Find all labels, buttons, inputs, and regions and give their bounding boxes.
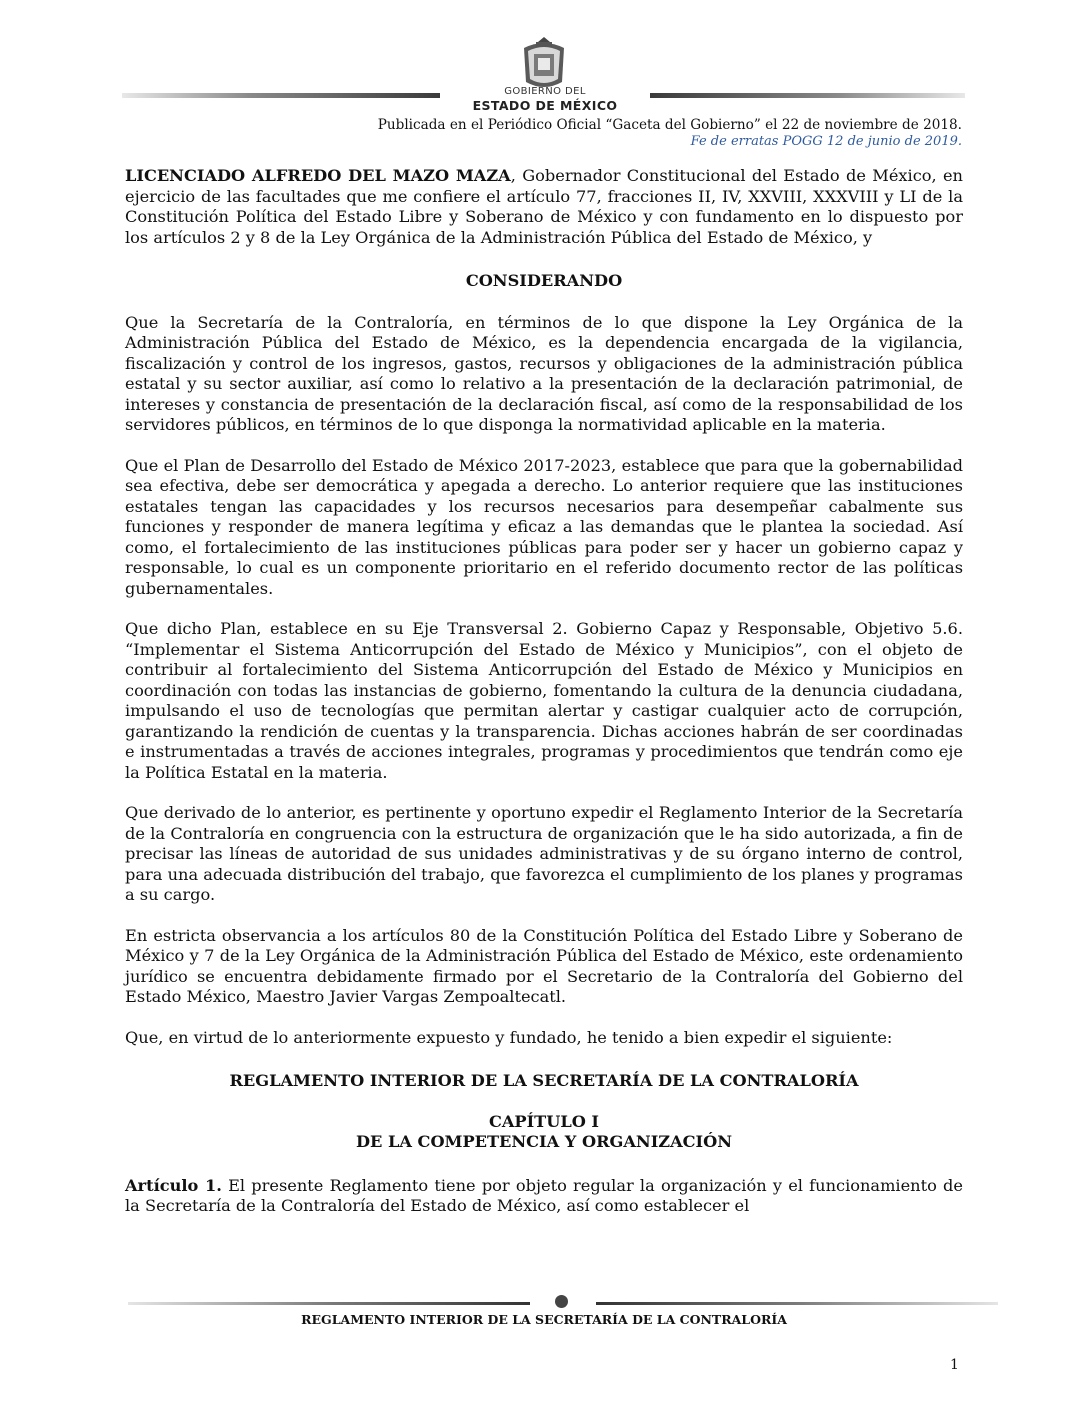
header-rule-left bbox=[122, 93, 440, 98]
footer-rule-right bbox=[596, 1302, 998, 1305]
article-label: Artículo 1. bbox=[125, 1175, 222, 1195]
page-number: 1 bbox=[950, 1357, 959, 1373]
chapter-title: DE LA COMPETENCIA Y ORGANIZACIÓN bbox=[355, 1132, 733, 1151]
article-paragraph bbox=[125, 1176, 963, 1217]
coat-of-arms-icon bbox=[516, 36, 572, 92]
considerando-paragraph: Que derivado de lo anterior, es pertinente y oportuno expedir el Reglamento Interior de la Secretaría de la Contraloría en congruencia con la estructura de organización que le ha sido autorizada, a fin de precisar las líneas de autoridad de sus unidades administrativas y de su órgano interno de control, para una adecuada distribución del trabajo, que favorezca el cumplimiento de los planes y programas a su cargo. bbox=[125, 803, 963, 904]
considerando-paragraph: Que el Plan de Desarrollo del Estado de México 2017-2023, establece que para que la gobernabilidad sea efectiva, debe ser democrática y apegada a derecho. Lo anterior requiere que las instituciones estatales tengan las capacidades y los recursos necesarios para desempeñar cabalmente sus funciones y responder de manera legítima y eficaz a las demandas que le plantea la sociedad. Así como, el fortalecimiento de las instituciones públicas para poder ser y hacer un gobierno capaz y responsable, lo cual es un componente prioritario en el referido documento rector de las políticas gubernamentales. bbox=[125, 455, 963, 598]
considerando-heading: CONSIDERANDO bbox=[465, 271, 623, 290]
intro-paragraph bbox=[125, 166, 963, 248]
considerando-paragraph: Que dicho Plan, establece en su Eje Transversal 2. Gobierno Capaz y Responsable, Objetivo 5.6. “Implementar el Sistema Anticorrupción del Estado de México y Municipios”, con el objeto de contribuir al fortalecimiento del Sistema Anticorrupción del Estado de México y Municipios en coordinación con todas las instancias de gobierno, fomentando la cultura de la denuncia ciudadana, impulsando el uso de tecnologías que permitan alertar y castigar cualquier acto de corrupción, garantizando la rendición de cuentas y la transparencia. Dichas acciones habrán de ser coordinadas e instrumentadas a través de acciones integrales, programas y procedimientos que tendrán como eje la Política Estatal en la materia. bbox=[125, 619, 963, 782]
footer-title: REGLAMENTO INTERIOR DE LA SECRETARÍA DE LA CONTRALORÍA bbox=[301, 1312, 787, 1327]
considerando-paragraph: En estricta observancia a los artículos 80 de la Constitución Política del Estado Libre y Soberano de México y 7 de la Ley Orgánica de la Administración Pública del Estado de México, este ordenamiento jurídico se encuentra debidamente firmado por el Secretario de la Contraloría del Gobierno del Estado México, Maestro Javier Vargas Zempoaltecatl. bbox=[125, 925, 963, 1006]
article-text: El presente Reglamento tiene por objeto regular la organización y el funcionamiento de la Secretaría de la Contraloría del Estado de México, así como establecer el bbox=[125, 1175, 963, 1215]
publication-note: Publicada en el Periódico Oficial “Gaceta del Gobierno” el 22 de noviembre de 2018. bbox=[377, 117, 962, 133]
government-name-line2: ESTADO DE MÉXICO bbox=[472, 98, 618, 113]
errata-note: Fe de erratas POGG 12 de junio de 2019. bbox=[690, 134, 962, 149]
header-rule-right bbox=[650, 93, 965, 98]
document-body bbox=[125, 166, 963, 1217]
page-header bbox=[0, 0, 1088, 150]
footer-dot bbox=[555, 1295, 568, 1308]
government-name-line1: GOBIERNO DEL bbox=[504, 86, 586, 97]
footer-rule-left bbox=[128, 1302, 530, 1305]
considerando-paragraph: Que, en virtud de lo anteriormente expuesto y fundado, he tenido a bien expedir el siguiente: bbox=[125, 1027, 893, 1047]
governor-name: LICENCIADO ALFREDO DEL MAZO MAZA bbox=[125, 166, 511, 185]
considerando-paragraph: Que la Secretaría de la Contraloría, en términos de lo que dispone la Ley Orgánica de la Administración Pública del Estado de México, es la dependencia encargada de la vigilancia, fiscalización y control de los ingresos, gastos, recursos y obligaciones de la administración pública estatal y su sector auxiliar, así como lo relativo a la presentación de la declaración patrimonial, de intereses y constancia de presentación de la declaración fiscal, así como de la responsabilidad de los servidores públicos, en términos de lo que disponga la normatividad aplicable en la materia. bbox=[125, 312, 963, 434]
intro-text: , Gobernador Constitucional del Estado de México, en ejercicio de las facultades que me confiere el artículo 77, fracciones II, IV, XXVIII, XXXVIII y LI de la Constitución Política del Estado Libre y Soberano de México y con fundamento en lo dispuesto por los artículos 2 y 8 de la Ley Orgánica de la Administración Pública del Estado de México, y bbox=[125, 166, 963, 247]
reglamento-title: REGLAMENTO INTERIOR DE LA SECRETARÍA DE LA CONTRALORÍA bbox=[229, 1071, 859, 1090]
chapter-heading: CAPÍTULO I bbox=[488, 1111, 600, 1131]
